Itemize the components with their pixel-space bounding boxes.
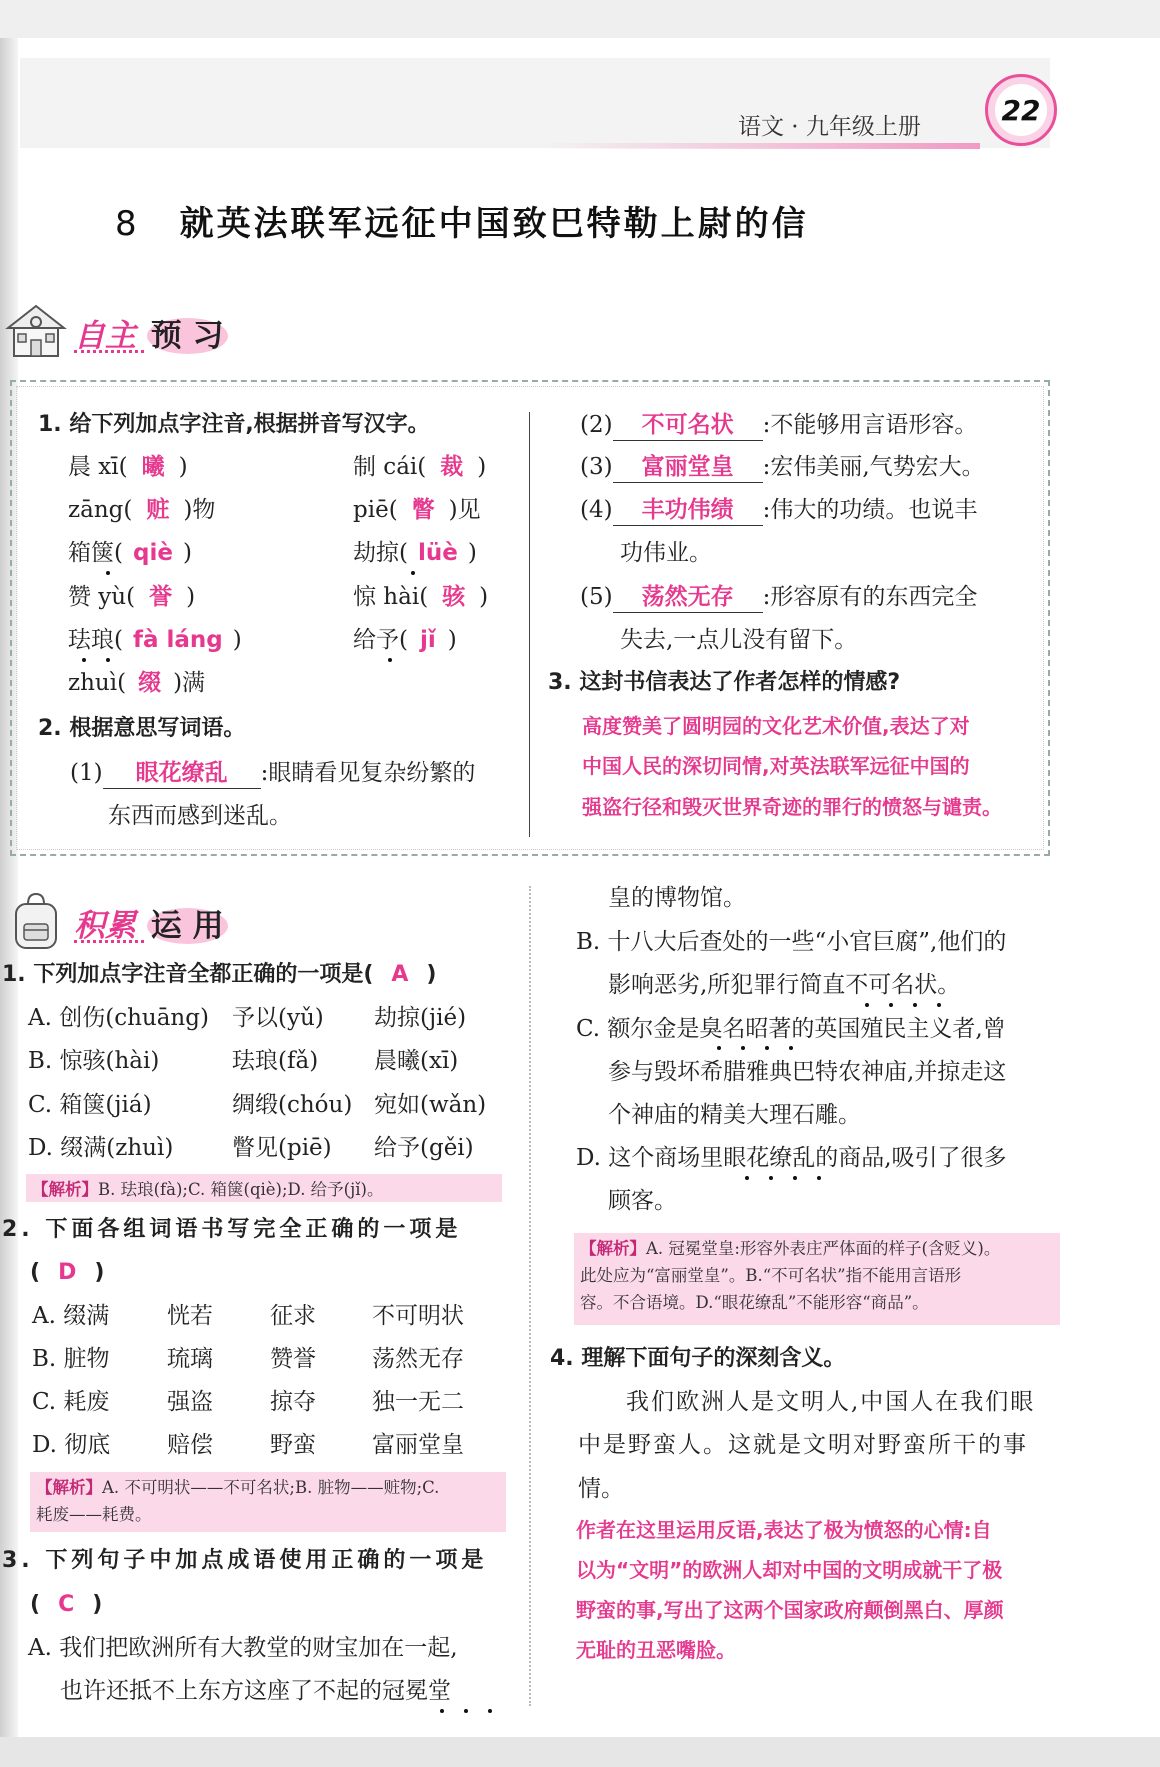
column-divider [529, 886, 531, 1706]
emphasis-dot [937, 1003, 941, 1007]
apply-q1-note: 【解析】B. 珐琅(fà);C. 箱箧(qiè);D. 给予(jǐ)。 [26, 1174, 502, 1202]
apply-q2-option: 荡然无存 [372, 1346, 464, 1372]
school-house-icon [4, 298, 68, 362]
emphasis-dot [488, 1709, 492, 1713]
apply-q2-option: 强盗 [167, 1389, 213, 1415]
apply-q2-option: B. 脏物 [32, 1346, 110, 1372]
apply-q3-option-line: 个神庙的精美大理石雕。 [608, 1102, 861, 1128]
apply-q3-option-line: B. 十八大后查处的一些“小官巨腐”,他们的 [576, 929, 1007, 955]
apply-q1-option: 绸缎(chóu) [232, 1092, 353, 1118]
apply-q1-option: B. 惊骇(hài) [28, 1048, 160, 1074]
section-preview-title [74, 310, 228, 355]
preview-q2-stem: 2. 根据意思写词语。 [38, 716, 246, 741]
apply-q3-option-line: C. 额尔金是臭名昭著的英国殖民主义者,曾 [576, 1016, 1006, 1042]
q1-item: piē( 瞥 )见 [353, 497, 481, 523]
apply-q4-answer-line: 野蛮的事,写出了这两个国家政府颠倒黑白、厚颜 [576, 1598, 1004, 1622]
apply-q2-option: C. 耗废 [32, 1389, 110, 1415]
lesson-number: 8 [115, 204, 140, 244]
emphasis-dot [817, 1176, 821, 1180]
q2-item-cont: 功伟业。 [620, 540, 712, 566]
apply-q2-option: 恍若 [167, 1303, 213, 1329]
emphasis-dot [889, 1003, 893, 1007]
section-apply-title-b: 运 用 [147, 908, 228, 944]
emphasis-dot [769, 1176, 773, 1180]
apply-q1-option: A. 创伤(chuāng) [28, 1005, 209, 1031]
preview-q3-answer-line: 中国人民的深切同情,对英法联军远征中国的 [582, 754, 970, 778]
apply-q3-option-line: D. 这个商场里眼花缭乱的商品,吸引了很多 [576, 1145, 1007, 1171]
apply-q2-option: D. 彻底 [32, 1432, 111, 1458]
emphasis-dot [388, 658, 392, 662]
apply-q4-sentence: 中是野蛮人。这就是文明对野蛮所干的事 [578, 1432, 1028, 1458]
apply-q2-option: 野蛮 [270, 1432, 316, 1458]
section-preview-dots [74, 350, 144, 353]
apply-q1-option: D. 缀满(zhuì) [28, 1135, 174, 1161]
apply-q4-answer-line: 作者在这里运用反语,表达了极为愤怒的心情:自 [576, 1518, 992, 1542]
emphasis-dot [913, 1003, 917, 1007]
emphasis-dot [765, 1046, 769, 1050]
preview-divider [529, 412, 530, 837]
apply-q1-stem: 1. 下列加点字注音全都正确的一项是( A ) [2, 962, 437, 987]
emphasis-dot [106, 571, 110, 575]
apply-q3-answer: ( C ) [30, 1592, 103, 1617]
q1-item: 赞 yù( 誉 ) [68, 584, 196, 610]
emphasis-dot [741, 1046, 745, 1050]
preview-q3-stem: 3. 这封书信表达了作者怎样的情感? [548, 670, 901, 695]
apply-q1-option: 宛如(wǎn) [374, 1092, 487, 1118]
top-margin [0, 0, 1160, 38]
page-number: 22 [995, 84, 1047, 136]
apply-q2-option: 赔偿 [167, 1432, 213, 1458]
q1-item: 给予( jǐ ) [353, 627, 457, 653]
section-apply-title [74, 900, 228, 945]
emphasis-dot [411, 571, 415, 575]
q1-item: zāng( 赃 )物 [68, 497, 216, 523]
section-preview-title-b: 预 习 [147, 318, 228, 354]
section-preview-title-a: 自主 [74, 318, 136, 354]
section-apply-title-a: 积累 [74, 908, 136, 944]
apply-q2-option: 琉璃 [167, 1346, 213, 1372]
apply-q2-answer: ( D ) [30, 1260, 105, 1285]
apply-q4-answer-line: 以为“文明”的欧洲人却对中国的文明成就干了极 [576, 1558, 1003, 1582]
preview-q3-answer-line: 高度赞美了圆明园的文化艺术价值,表达了对 [582, 714, 970, 738]
q1-item: 珐琅( fà láng ) [68, 627, 242, 653]
apply-q1-option: 瞥见(piē) [232, 1135, 332, 1161]
apply-q2-option: A. 缀满 [32, 1303, 110, 1329]
apply-q2-option: 征求 [270, 1303, 316, 1329]
lesson-name: 就英法联军远征中国致巴特勒上尉的信 [179, 204, 809, 244]
apply-q3-option-line: 顾客。 [608, 1188, 677, 1214]
q1-item: zhuì( 缀 )满 [68, 670, 206, 696]
apply-q3-note: 【解析】A. 冠冕堂皇:形容外表庄严体面的样子(含贬义)。 此处应为“富丽堂皇”。B.“不可名状”指不能用言语形 容。不合语境。D.“眼花缭乱”不能形容“商品”。 [574, 1233, 1060, 1325]
header-underline [540, 143, 980, 149]
apply-q2-option: 富丽堂皇 [372, 1432, 464, 1458]
apply-q3-option-line: A. 我们把欧洲所有大教堂的财宝加在一起, [28, 1635, 458, 1661]
section-apply-heading [4, 888, 244, 952]
emphasis-dot [793, 1176, 797, 1180]
q1-item: 制 cái( 裁 ) [353, 454, 487, 480]
page-number-badge [985, 74, 1057, 146]
section-preview-heading [4, 298, 244, 362]
apply-q1-option: 劫掠(jié) [374, 1005, 467, 1031]
emphasis-dot [717, 1046, 721, 1050]
q2-item-cont: 失去,一点儿没有留下。 [620, 627, 858, 653]
apply-q2-note: 【解析】A. 不可明状——不可名状;B. 脏物——赃物;C. 耗废——耗费。 [30, 1472, 506, 1532]
apply-q3-stem: 3. 下列句子中加点成语使用正确的一项是 [2, 1548, 488, 1573]
q2-item-cont: 东西而感到迷乱。 [108, 803, 292, 829]
q1-item: 箱箧( qiè ) [68, 540, 192, 566]
q2-item: (3) 富丽堂皇 :宏伟美丽,气势宏大。 [580, 452, 985, 483]
q1-item: 晨 xī( 曦 ) [68, 454, 188, 480]
emphasis-dot [464, 1709, 468, 1713]
apply-q4-stem: 4. 理解下面句子的深刻含义。 [550, 1346, 846, 1371]
apply-q2-option: 赞誉 [270, 1346, 316, 1372]
apply-q4-answer-line: 无耻的丑恶嘴脸。 [576, 1638, 736, 1662]
apply-q1-option: 给予(gěi) [374, 1135, 474, 1161]
apply-q1-option: 晨曦(xī) [374, 1048, 459, 1074]
apply-q1-option: 予以(yǔ) [232, 1005, 324, 1031]
apply-q3-option-line: 皇的博物馆。 [608, 885, 746, 911]
emphasis-dot [789, 1046, 793, 1050]
q2-item: (4) 丰功伟绩 :伟大的功绩。也说丰 [580, 495, 977, 526]
q2-item: (1) 眼花缭乱 :眼睛看见复杂纷繁的 [70, 758, 475, 789]
emphasis-dot [745, 1176, 749, 1180]
apply-q2-stem: 2. 下面各组词语书写完全正确的一项是 [2, 1217, 462, 1242]
q1-item: 劫掠( lüè ) [353, 540, 477, 566]
q1-item: 惊 hài( 骇 ) [353, 584, 489, 610]
apply-q3-option-line: 也许还抵不上东方这座了不起的冠冕堂 [60, 1678, 451, 1704]
emphasis-dot [106, 658, 110, 662]
apply-q2-option: 不可明状 [372, 1303, 464, 1329]
emphasis-dot [82, 658, 86, 662]
book-title: 语文 · 九年级上册 [738, 114, 921, 140]
lesson-title [115, 196, 809, 245]
bottom-margin [0, 1737, 1160, 1767]
apply-q1-option: 珐琅(fǎ) [232, 1048, 319, 1074]
emphasis-dot [440, 1709, 444, 1713]
apply-q4-sentence: 我们欧洲人是文明人,中国人在我们眼 [626, 1389, 1036, 1415]
preview-q1-stem: 1. 给下列加点字注音,根据拼音写汉字。 [38, 412, 430, 437]
backpack-icon [4, 888, 68, 952]
q2-item: (5) 荡然无存 :形容原有的东西完全 [580, 582, 977, 613]
emphasis-dot [865, 1003, 869, 1007]
apply-q1-option: C. 箱箧(jiá) [28, 1092, 152, 1118]
apply-q4-sentence: 情。 [578, 1476, 624, 1502]
apply-q3-option-line: 影响恶劣,所犯罪行简直不可名状。 [608, 972, 961, 998]
apply-q3-option-line: 参与毁坏希腊雅典巴特农神庙,并掠走这 [608, 1059, 1007, 1085]
apply-q2-option: 独一无二 [372, 1389, 464, 1415]
q2-item: (2) 不可名状 :不能够用言语形容。 [580, 410, 977, 441]
preview-q3-answer-line: 强盗行径和毁灭世界奇迹的罪行的愤怒与谴责。 [582, 795, 1002, 819]
section-apply-dots [74, 940, 144, 943]
apply-q2-option: 掠夺 [270, 1389, 316, 1415]
